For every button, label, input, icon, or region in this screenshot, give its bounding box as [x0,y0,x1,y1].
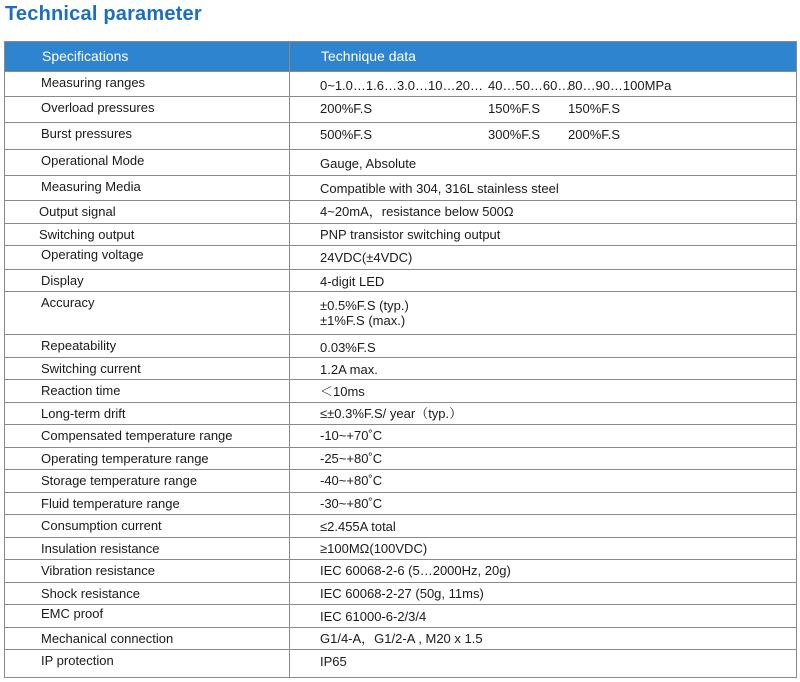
row-label: Shock resistance [5,583,290,605]
row-value: ≤2.455A total [290,515,797,538]
header-technique-data: Technique data [290,42,797,72]
row-value: IP65 [290,650,797,678]
spec-table [4,41,797,678]
row-value: -40~+80˚C [290,470,797,493]
row-label: Switching current [5,358,290,380]
row-value [290,72,797,97]
table-row [5,493,797,515]
row-value: ＜10ms [290,380,797,403]
table-row [5,246,797,270]
table-row [5,515,797,538]
row-label: Output signal [5,201,290,224]
table-row [5,176,797,201]
row-value: 0.03%F.S [290,335,797,358]
row-label: Switching output [5,224,290,246]
overload-value-2: 150%F.S [488,101,541,116]
table-row [5,538,797,560]
table-row [5,358,797,380]
row-value: 4-digit LED [290,270,797,292]
table-row [5,201,797,224]
range-value-2: 40…50…60… [488,78,571,93]
row-label: Consumption current [5,515,290,538]
table-row [5,628,797,650]
row-label: Reaction time [5,380,290,403]
row-label: Overload pressures [5,97,290,123]
row-label: Vibration resistance [5,560,290,583]
row-label: Long-term drift [5,403,290,425]
table-row [5,150,797,176]
row-value [290,97,797,123]
table-row [5,72,797,97]
row-label: Accuracy [5,292,290,335]
table-row [5,425,797,448]
table-row [5,335,797,358]
table-row [5,560,797,583]
row-value [290,292,797,335]
table-header-row [5,42,797,72]
page-title: Technical parameter [5,3,202,25]
row-label: Measuring Media [5,176,290,201]
row-label: Burst pressures [5,123,290,150]
row-value: G1/4-A，G1/2-A , M20 x 1.5 [290,628,797,650]
table-row [5,270,797,292]
row-label: Repeatability [5,335,290,358]
table-row [5,470,797,493]
row-label: Operating temperature range [5,448,290,470]
row-value: 1.2A max. [290,358,797,380]
row-value: Gauge, Absolute [290,150,797,176]
row-label: IP protection [5,650,290,678]
table-row [5,403,797,425]
row-value: IEC 60068-2-27 (50g, 11ms) [290,583,797,605]
row-label: Fluid temperature range [5,493,290,515]
row-label: Mechanical connection [5,628,290,650]
row-value: -30~+80˚C [290,493,797,515]
row-label: Operating voltage [5,246,290,270]
table-row [5,380,797,403]
row-label: Compensated temperature range [5,425,290,448]
accuracy-max: ±1%F.S (max.) [320,313,406,328]
row-label: Measuring ranges [5,72,290,97]
burst-value-2: 300%F.S [488,127,541,142]
row-value: Compatible with 304, 316L stainless steel [290,176,797,201]
row-label: Operational Mode [5,150,290,176]
range-value-3: 80…90…100MPa [568,78,672,93]
table-row [5,123,797,150]
row-label: Storage temperature range [5,470,290,493]
row-value [290,123,797,150]
header-specifications: Specifications [5,42,290,72]
table-row [5,97,797,123]
table-row [5,292,797,335]
burst-value-3: 200%F.S [568,127,621,142]
row-value: IEC 61000-6-2/3/4 [290,605,797,628]
overload-value-3: 150%F.S [568,101,621,116]
row-value: -10~+70˚C [290,425,797,448]
row-label: Insulation resistance [5,538,290,560]
burst-value-1: 500%F.S [320,127,373,142]
row-value: ≥100MΩ(100VDC) [290,538,797,560]
row-value: PNP transistor switching output [290,224,797,246]
table-row [5,448,797,470]
overload-value-1: 200%F.S [320,101,373,116]
row-value: 24VDC(±4VDC) [290,246,797,270]
accuracy-typ: ±0.5%F.S (typ.) [320,298,409,313]
table-row [5,605,797,628]
row-value: -25~+80˚C [290,448,797,470]
table-row [5,583,797,605]
row-value: IEC 60068-2-6 (5…2000Hz, 20g) [290,560,797,583]
range-value-1: 0~1.0…1.6…3.0…10…20… [320,78,483,93]
row-value: ≤±0.3%F.S/ year（typ.） [290,403,797,425]
row-label: EMC proof [5,605,290,628]
row-label: Display [5,270,290,292]
table-row [5,224,797,246]
table-row [5,650,797,678]
row-value: 4~20mA，resistance below 500Ω [290,201,797,224]
